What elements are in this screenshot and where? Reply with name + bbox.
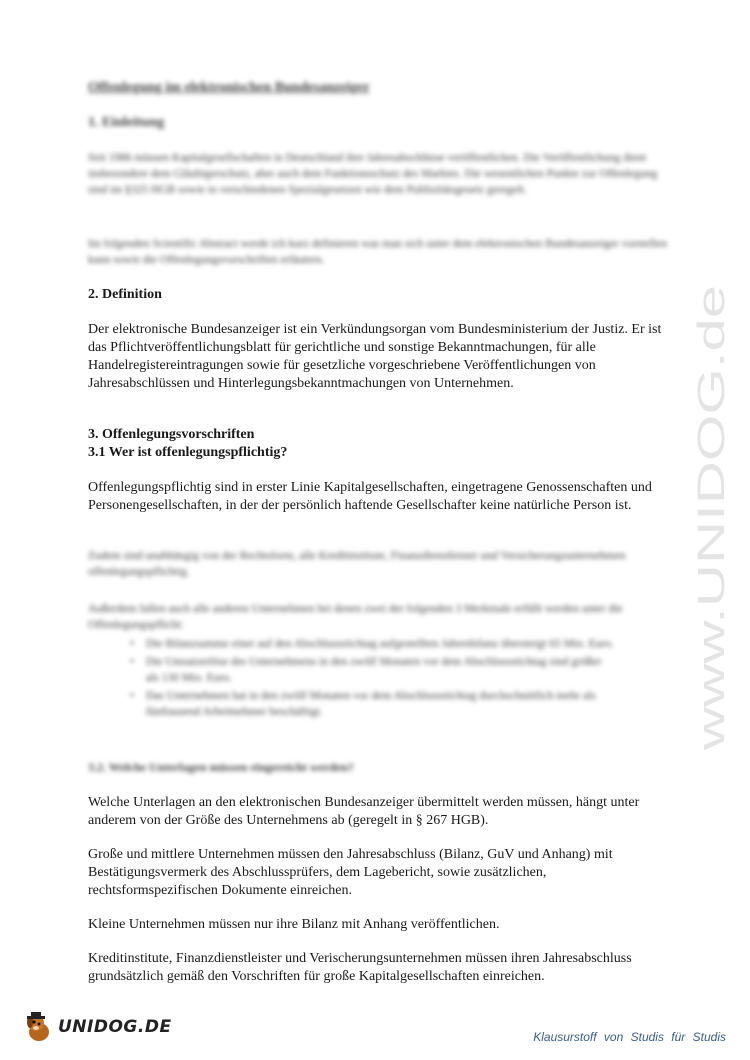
- section-heading-offenlegungsvorschriften: 3. Offenlegungsvorschriften: [88, 427, 255, 442]
- vertical-watermark: [694, 280, 734, 750]
- paragraph-wer-3: Außerdem fallen auch alle anderen Unternehmen bei denen zwei der folgenden 3 Merkmale erfüllt werden unter die Offenlegungspflicht:: [88, 603, 623, 631]
- document-title: Offenlegung im elektronischen Bundesanzeiger: [88, 80, 370, 95]
- subsection-heading-wer: 3.1 Wer ist offenlegungspflichtig?: [88, 445, 288, 460]
- section-heading-einleitung: 1. Einleitung: [88, 115, 165, 130]
- paragraph-definition: Der elektronische Bundesanzeiger ist ein Verkündungsorgan vom Bundesministerium der Justiz. Er ist das Pflichtveröffentlichungsblatt für gerichtliche und sonstige Bekanntmachungen, für alle Handelregistereintragungen sowie für gesetzliche vorgeschriebene Veröffentlichungen von Jahresabschlüssen und Hinterlegungsbekanntmachungen von Unternehmen.: [88, 322, 662, 391]
- paragraph-einleitung-1: Seit 1986 müssen Kapitalgesellschaften in Deutschland ihre Jahresabschlüsse veröffentlichen. Die Veröffentlichung dient insbesondere dem Gläubigerschutz, aber auch dem Funktionsschutz des Marktes. Die wesentlichen Punkte zur Offenlegung sind im §325 HGB sowie in verschiedenen Spezialgesetzen wie dem Publizitätsgesetz geregelt.: [88, 152, 658, 196]
- paragraph-unterlagen-1: Welche Unterlagen an den elektronischen Bundesanzeiger übermittelt werden müssen, hängt unter anderem von der Größe des Unternehmens ab (geregelt in § 267 HGB).: [88, 795, 640, 828]
- paragraph-wer-2: Zudem sind unabhängig von der Rechtsform, alle Kreditinstitute, Finanzdienstleister und Versicherungsunternehmen offenlegungspflichtig.: [88, 550, 626, 578]
- paragraph-wer-1: Offenlegungspflichtig sind in erster Linie Kapitalgesellschaften, eingetragene Genossenschaften und Personengesellschaften, in der der persönlich haftende Gesellschafter keine natürliche Person ist.: [88, 480, 652, 513]
- paragraph-unterlagen-4: Kreditinstitute, Finanzdienstleister und Verischerungsunternehmen müssen ihren Jahresabschluss grundsätzlich gemäß den Vorschriften für große Kapitalgesellschaften einreichen.: [88, 951, 632, 984]
- section-heading-definition: 2. Definition: [88, 287, 162, 302]
- list-item: • Die Umsatzerlöse des Unternehmens in den zwölf Monaten vor dem Abschlussstichtag sind größer als 130 Mio. Euro.: [146, 654, 616, 686]
- logo-text: UNIDOG.DE: [58, 1017, 172, 1037]
- subsection-heading-unterlagen: 3.2. Welche Unterlagen müssen eingereicht werden?: [88, 760, 354, 774]
- footer-tagline: Klausurstoff von Studis für Studis: [533, 1030, 726, 1044]
- list-item: • Die Bilanzsumme einer auf den Abschlussstichtag aufgestellten Jahresbilanz übersteigt 65 Mio. Euro.: [146, 636, 616, 652]
- list-item: • Das Unternehmen hat in den zwölf Monaten vor dem Abschlussstichtag durchschnittlich mehr als fünftausend Arbeitnehmer beschäftigt.: [146, 688, 616, 720]
- paragraph-unterlagen-3: Kleine Unternehmen müssen nur ihre Bilanz mit Anhang veröffentlichen.: [88, 917, 500, 932]
- criteria-list: [88, 636, 616, 722]
- paragraph-einleitung-2: Im folgenden Scientific Abstract werde ich kurz definieren was man sich unter dem elektronischen Bundesanzeiger vorstellen kann sowie die Offenlegungsvorschriften erläutern.: [88, 238, 667, 266]
- watermark-text: www.UNIDOG.de: [694, 454, 733, 750]
- paragraph-unterlagen-2: Große und mittlere Unternehmen müssen den Jahresabschluss (Bilanz, GuV und Anhang) mit Bestätigungsvermerk des Abschlussprüfers, dem Lagebericht, sowie zusätzlichen, rechtsformspezifischen Dokumente einreichen.: [88, 847, 613, 898]
